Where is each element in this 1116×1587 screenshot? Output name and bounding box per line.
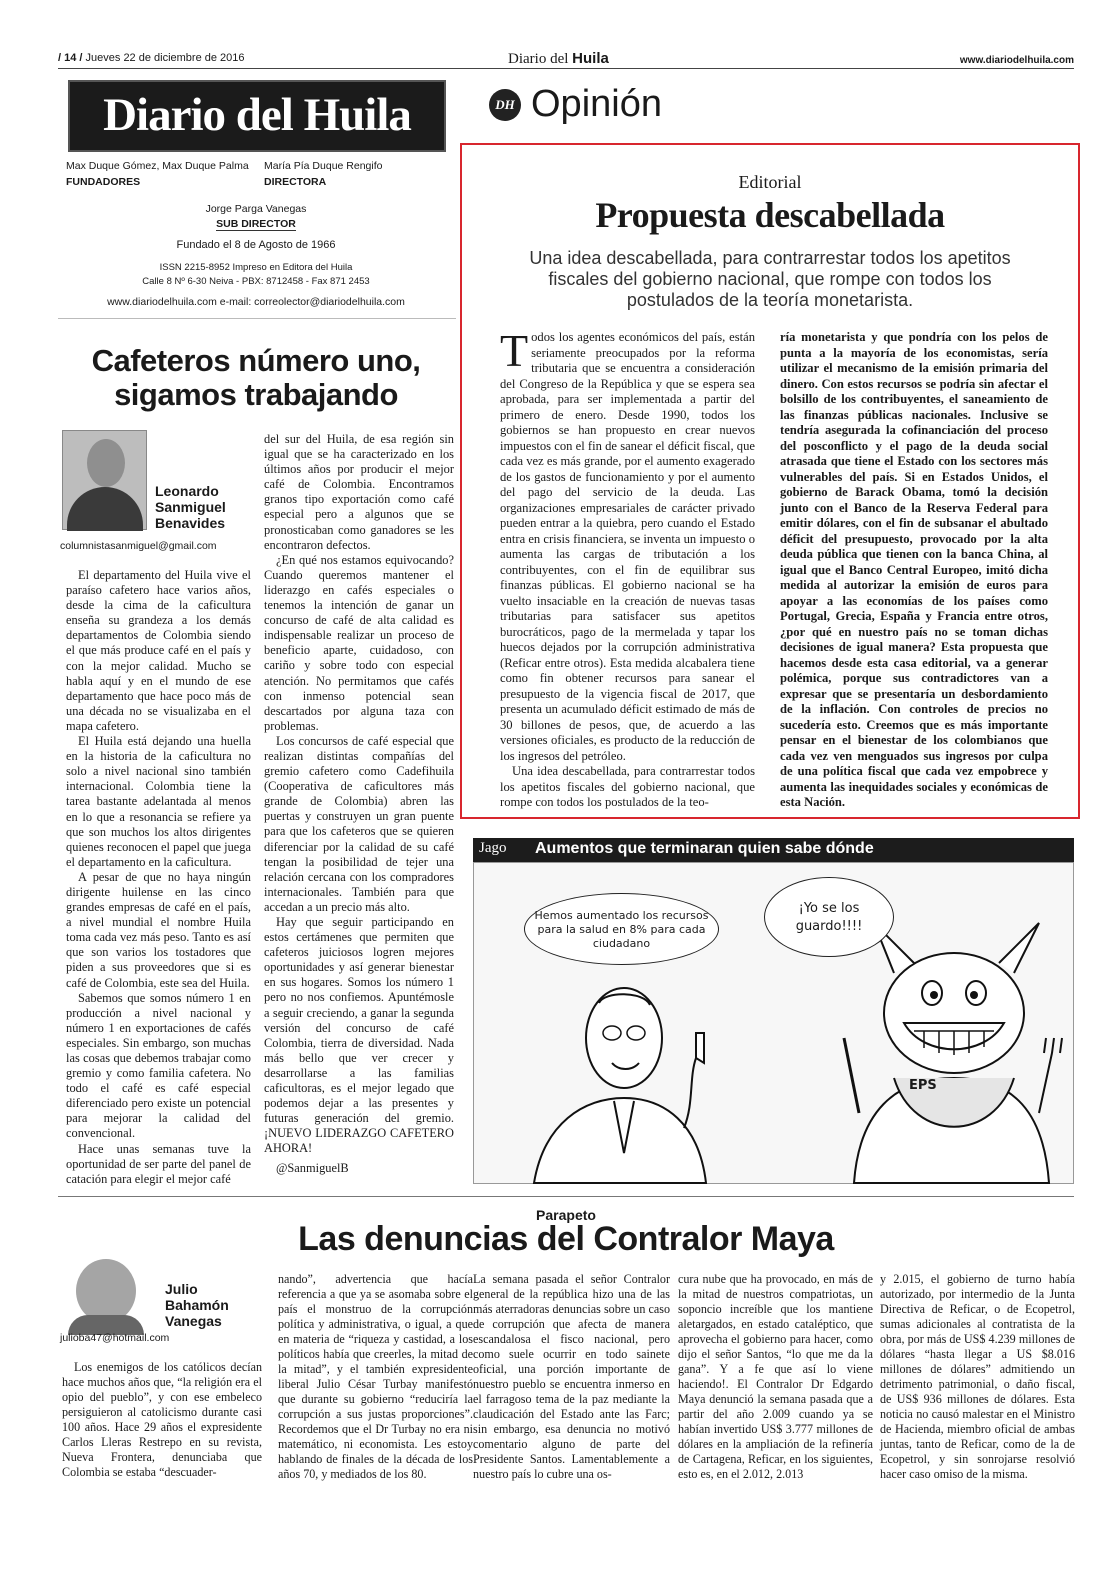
author-shoulders-shape	[67, 487, 143, 531]
author-photo	[62, 430, 147, 530]
column-paragraph: Los concursos de café especial que realizan distintas compañías del gremio cafetero como Cadefihuila (Cooperativa de caficultores más grande de Colombia) abren las puertas y construyen un gran puente para que los cafeteros que se quieren diferenciar por la calidad de su café tengan la posibilidad de tejer una relación cercana con los compradores internacionales. También para que accedan a un precio más alto.	[264, 733, 454, 914]
address-line: Calle 8 Nº 6-30 Neiva - PBX: 8712458 - Fax 871 2453	[142, 276, 370, 287]
column-author	[155, 483, 226, 531]
masthead-separator	[58, 318, 456, 319]
header-date-line	[58, 52, 245, 64]
header-rule	[58, 68, 1074, 69]
author-middle-name: Sanmiguel	[155, 499, 226, 515]
parapeto-column-4	[678, 1272, 873, 1482]
author-first-name: Julio	[165, 1281, 198, 1297]
parapeto-title: Las denuncias del Contralor Maya	[298, 1220, 834, 1258]
column-paragraph: ¿En qué nos estamos equivocando? Cuando queremos mantener el liderazgo en cafés especiales o tenemos la intención de ganar un concurso de café de alta calidad es indispensable realizar un proceso de beneficio aparte, cuidadoso, con cariño y sobre todo con especial atención. No permitamos que cafés con inmenso potencial sean descartados por alguna taza con problemas.	[264, 552, 454, 733]
column-paragraph: Sabemos que somos número 1 en producción a nivel nacional y número 1 en exportaciones de cafés especiales. Sin embargo, son muchas las cosas que debemos trabajar como gremio y como familia cafetera. No todo el café es café especial diferenciado pero existe un potencial para mejorar la calidad del convencional.	[66, 990, 251, 1141]
speech-bubble-left: Hemos aumentado los recursos para la salud en 8% para cada ciudadano	[524, 893, 719, 965]
column-paragraph: nando”, advertencia que hacía referencia a que ya se asomaba sobre el país el monstruo de la corrupción política y administrativa, o igual, a que en materia de “riqueza y castidad, a los políticos había que creerles, la mitad de la mitad”, y el también expresidente liberal Julio César Turbay manifestó que durante su gobierno “reduciría la corrupción a sus justas proporciones”. Recordemos que el Dr Turbay no era ni matemático, ni economista. Les estoy hablando de finales de la década de los años 70, y mediados de los 80.	[278, 1272, 473, 1481]
masthead-logo: Diario del Huila	[68, 80, 446, 152]
page-number: / 14 /	[58, 52, 83, 64]
parapeto-column-1	[62, 1360, 262, 1480]
editorial-p1-text: odos los agentes económicos del país, están seriamente preocupados por la reforma tributaria que se encuentra a consideración del Congreso de la República y que se espera sea aprobada, para ser implementada a partir del primero de enero. Desde 1990, todos los gobiernos se han propuesto en crear nuevos impuestos con el fin de sanear el déficit fiscal, que cada vez es más grande, por el aumento exagerado de los gastos de funcionamiento y por el aumento del pago del servicio de la deuda. Las organizaciones empresariales de carácter privado pueden entrar a la quiebra, pero cuando el Estado entra en crisis financiera, se inventa un impuesto o aumenta las cargas de tributación a los contribuyentes, con el fin de equilibrar sus finanzas públicas. El gobierno nacional se ha vuelto insaciable en la creación de nuevas tasas tributarias para satisfacer sus apetitos burocráticos, pago de la mermelada y tapar los huecos dejados por la corrupción administrativa (Reficar entre otros). Esta medida alcabalera tiene como fin obtener recursos para sanear el presupuesto de la vigencia fiscal de 2017, que presenta un acumulado déficit estimado de más de 30 billones de pesos, que, de acuerdo a las versiones oficiales, es producto de la reducción de los ingresos del petróleo.	[500, 330, 755, 763]
editorial-paragraph	[500, 325, 755, 764]
section-divider	[58, 1196, 1074, 1197]
author-head-shape	[76, 1259, 136, 1323]
header-website[interactable]: www.diariodelhuila.com	[959, 55, 1074, 66]
editorial-column-2: ría monetarista y que pondría con los pelos de punta a la mayoría de los economistas, sería utilizar el mecanismo de la emisión primaria del dinero. Con estos recursos se podría sin afectar el bolsillo de los contribuyentes, el saneamiento de las finanzas públicas nacionales. Inclusive se tendría asegurada la cofinanciación del proceso del posconflicto y el pago de la deuda social atrasada que tiene el Estado con los sectores más vulnerables del país. Si en Estados Unidos, el gobierno de Barack Obama, tomó la decisión junto con el Banco de la Reserva Federal para emitir dólares, con el fin de subsanar el abultado déficit del presupuesto, provocado por la alta deuda pública que tienen con la banca China, al igual que el Banco Central Europeo, imitó dicha medida al autorizar la emisión de euros para apoyar a las economías de los países como Portugal, Grecia, España y Francia entre otros, ¿por qué en nuestro país no se toman dichas decisiones de igual manera? Esta propuesta que hacemos desde esta casa editorial, va a generar polémica, porque sus contradictores van a expresar que se presentaría un desbordamiento de la inflación. Con controles de precios no sucedería esto. Creemos que es más importante pensar en el bienestar de los colombianos que cada vez ven menguados sus ingresos por culpa de una política fiscal que cada vez empobrece y aumenta las inequidades sociales y económicas de esta Nación.	[780, 330, 1048, 809]
column-paragraph: La semana pasada el señor Contralor general de la república hizo una de las más aterradoras denuncias sobre un caso de corrupción que afecta de manera escandalosa el fisco nacional, pero como suele ocurrir en todo sainete oficial, una porción importante de nuestro pueblo se encuentra inmerso en el farragoso tema de la paz mediante la claudicación del Estado ante las Farc; sin embargo, esa denuncia no motivó comentario alguno de parte del Presidente Santos. Lamentablemente a nuestro país lo cubre una os-	[473, 1272, 670, 1481]
editorial-column-1	[500, 325, 755, 811]
column-paragraph: A pesar de que no haya ningún dirigente huilense en las cinco grandes empresas de café en el país, a nivel mundial el nombre Huila toma cada vez más peso. Tanto es así que son varios los tostadores que piden a sus proveedores que si es café de Colombia, este sea del Huila.	[66, 869, 251, 990]
editorial-title: Propuesta descabellada	[595, 195, 945, 235]
column-paragraph: cura nube que ha provocado, en más de la mitad de nuestros compatriotas, un soponcio increíble que los mantiene aletargados, en estado cataléptico, que aprovecha el gobierno para hacer, como dijo el señor Santos, “lo que me da la gana”. Y a fe que así lo viene haciendo!. El Contralor Dr Edgardo Maya denunció la semana pasada que a partir del año 2.009 cuando ya se habían invertido US$ 3.777 millones de dólares en la ampliación de la refinería de Cartagena, Reficar, en los siguientes, esto es, en el 2.012, 2.013	[678, 1272, 873, 1481]
dh-logo-icon: DH	[489, 89, 521, 121]
column-paragraph: Los enemigos de los católicos decían hace muchos años que, “la religión era el opio del pueblo”, y con ese embeleco persiguieron al catolicismo durante casi 100 años. Hace 29 años el expresidente Carlos Lleras Restrepo en su revista, Nueva Frontera, denunciaba que Colombia se estaba “descuader-	[62, 1360, 262, 1479]
founders-names: Max Duque Gómez, Max Duque Palma	[66, 160, 249, 172]
issue-date: Jueves 22 de diciembre de 2016	[85, 52, 245, 64]
column-paragraph: Hace unas semanas tuve la oportunidad de ser parte del panel de catación para elegir el mejor café	[66, 1141, 251, 1186]
column-paragraph: del sur del Huila, de esa región sin igual que se ha caracterizado en los últimos años por producir el mejor café de Colombia. Encontramos granos tipo exportación como café especial pero a algunos que se pronosticaban como ganadores se les encontraron defectos.	[264, 432, 454, 552]
author-email[interactable]: julioba47@hotmail.com	[60, 1332, 170, 1344]
section-title: Opinión	[531, 83, 662, 125]
column-paragraph: y 2.015, el gobierno de turno había autorizado, por intermedio de la Junta Directiva de Reficar, o de Ecopetrol, sumas adicionales al contratista de la obra, por más de US$ 4.239 millones de dólares “hasta llegar a US $8.016 millones de dólares” admitiendo un detrimento patrimonial, o daño fiscal, de US$ 936 millones de dólares. Esta noticia no causó malestar en el Ministro de Hacienda, miembro oficial de ambas juntas, tanto de Reficar, como de la de Ecopetrol, y sin sonrojarse resolvió hacer caso omiso de la misma.	[880, 1272, 1075, 1481]
paper-name-plain: Diario del	[508, 51, 569, 67]
cartoon-header	[473, 838, 1074, 862]
director-name: María Pía Duque Rengifo	[264, 160, 383, 172]
editorial-lead: Una idea descabellada, para contrarrestar todos los apetitos fiscales del gobierno nacional, que rompe con todos los postulados de la teoría monetarista.	[529, 248, 1011, 310]
header-paper-name	[508, 50, 609, 68]
subdirector-label-text: SUB DIRECTOR	[216, 218, 296, 230]
cartoon-title: Aumentos que terminaran quien sabe dónde	[535, 840, 874, 857]
parapeto-column-3	[473, 1272, 670, 1482]
column-text-1	[66, 568, 251, 1187]
speech-bubble-right: ¡Yo se los guardo!!!!	[764, 877, 894, 957]
column-text-2	[264, 432, 454, 1176]
author-email[interactable]: columnistasanmiguel@gmail.com	[60, 540, 217, 552]
editorial-paragraph: Una idea descabellada, para contrarrestar todos los apetitos fiscales del gobierno nacional, que rompe con todos los postulados de la teo-	[500, 764, 755, 809]
column-paragraph: El departamento del Huila vive el paraíso cafetero hace varios años, desde la cima de la caficultura enseña su grandeza a los demás departamentos de Colombia siendo el que más produce café en el país y con la mejor calidad. Mucho se habla aquí y en el mundo de ese departamento que hace poco más de una década no se visualizaba en el mapa cafetero.	[66, 568, 251, 733]
author-first-name: Leonardo	[155, 483, 219, 499]
director-label: DIRECTORA	[264, 176, 327, 188]
author-head-shape	[87, 439, 125, 487]
parapeto-column-2	[278, 1272, 473, 1482]
cartoonist-name: Jago	[479, 840, 507, 856]
paper-name-bold: Huila	[572, 50, 609, 67]
column-paragraph: El Huila está dejando una huella en la historia de la caficultura no solo a nivel nacional sino también internacional. Colombia tiene la tarea bastante adelantada al menos en lo que a resonancia se refiere ya que son muchos los altos dirigentes quienes reconocen el papel que juega el departamento en la caficultura.	[66, 734, 251, 869]
author-last-name: Vanegas	[165, 1313, 222, 1329]
author-last-name: Benavides	[155, 515, 226, 531]
subdirector-label	[66, 218, 446, 230]
cartoon-illustration	[473, 862, 1074, 1184]
editorial-kicker: Editorial	[738, 172, 802, 192]
web-email-line: www.diariodelhuila.com e-mail: correolector@diariodelhuila.com	[107, 296, 405, 308]
author-handle[interactable]: @SanmiguelB	[276, 1160, 349, 1175]
founded-date: Fundado el 8 de Agosto de 1966	[176, 239, 336, 251]
cartoon-label: EPS	[909, 1078, 937, 1093]
subdirector-name: Jorge Parga Vanegas	[205, 203, 307, 215]
column-paragraph: Hay que seguir participando en estos certámenes que permiten que cafeteros juiciosos logren mejores oportunidades y así generar bienestar en sus hogares. Somos los número 1 pero no nos confiemos. Apuntémosle a seguir creciendo, a ganar la segunda versión del concurso de café Colombia, tierra de diversidad. Nada más bello que ver crecer y desarrollarse a las familias caficultoras, es el mejor legado que podemos dejar a las presentes y futuras generación del gremio. ¡NUEVO LIDERAZGO CAFETERO AHORA!	[264, 915, 454, 1156]
column-title: Cafeteros número uno, sigamos trabajando	[91, 343, 421, 412]
drop-cap: T	[500, 325, 529, 376]
author-middle-name: Bahamón	[165, 1297, 229, 1313]
founders-label: FUNDADORES	[66, 176, 141, 188]
parapeto-author	[165, 1281, 229, 1329]
parapeto-column-5	[880, 1272, 1075, 1482]
author-photo	[60, 1255, 152, 1335]
issn-line: ISSN 2215-8952 Impreso en Editora del Huila	[159, 262, 353, 273]
parapeto-kicker: Parapeto	[536, 1207, 596, 1223]
